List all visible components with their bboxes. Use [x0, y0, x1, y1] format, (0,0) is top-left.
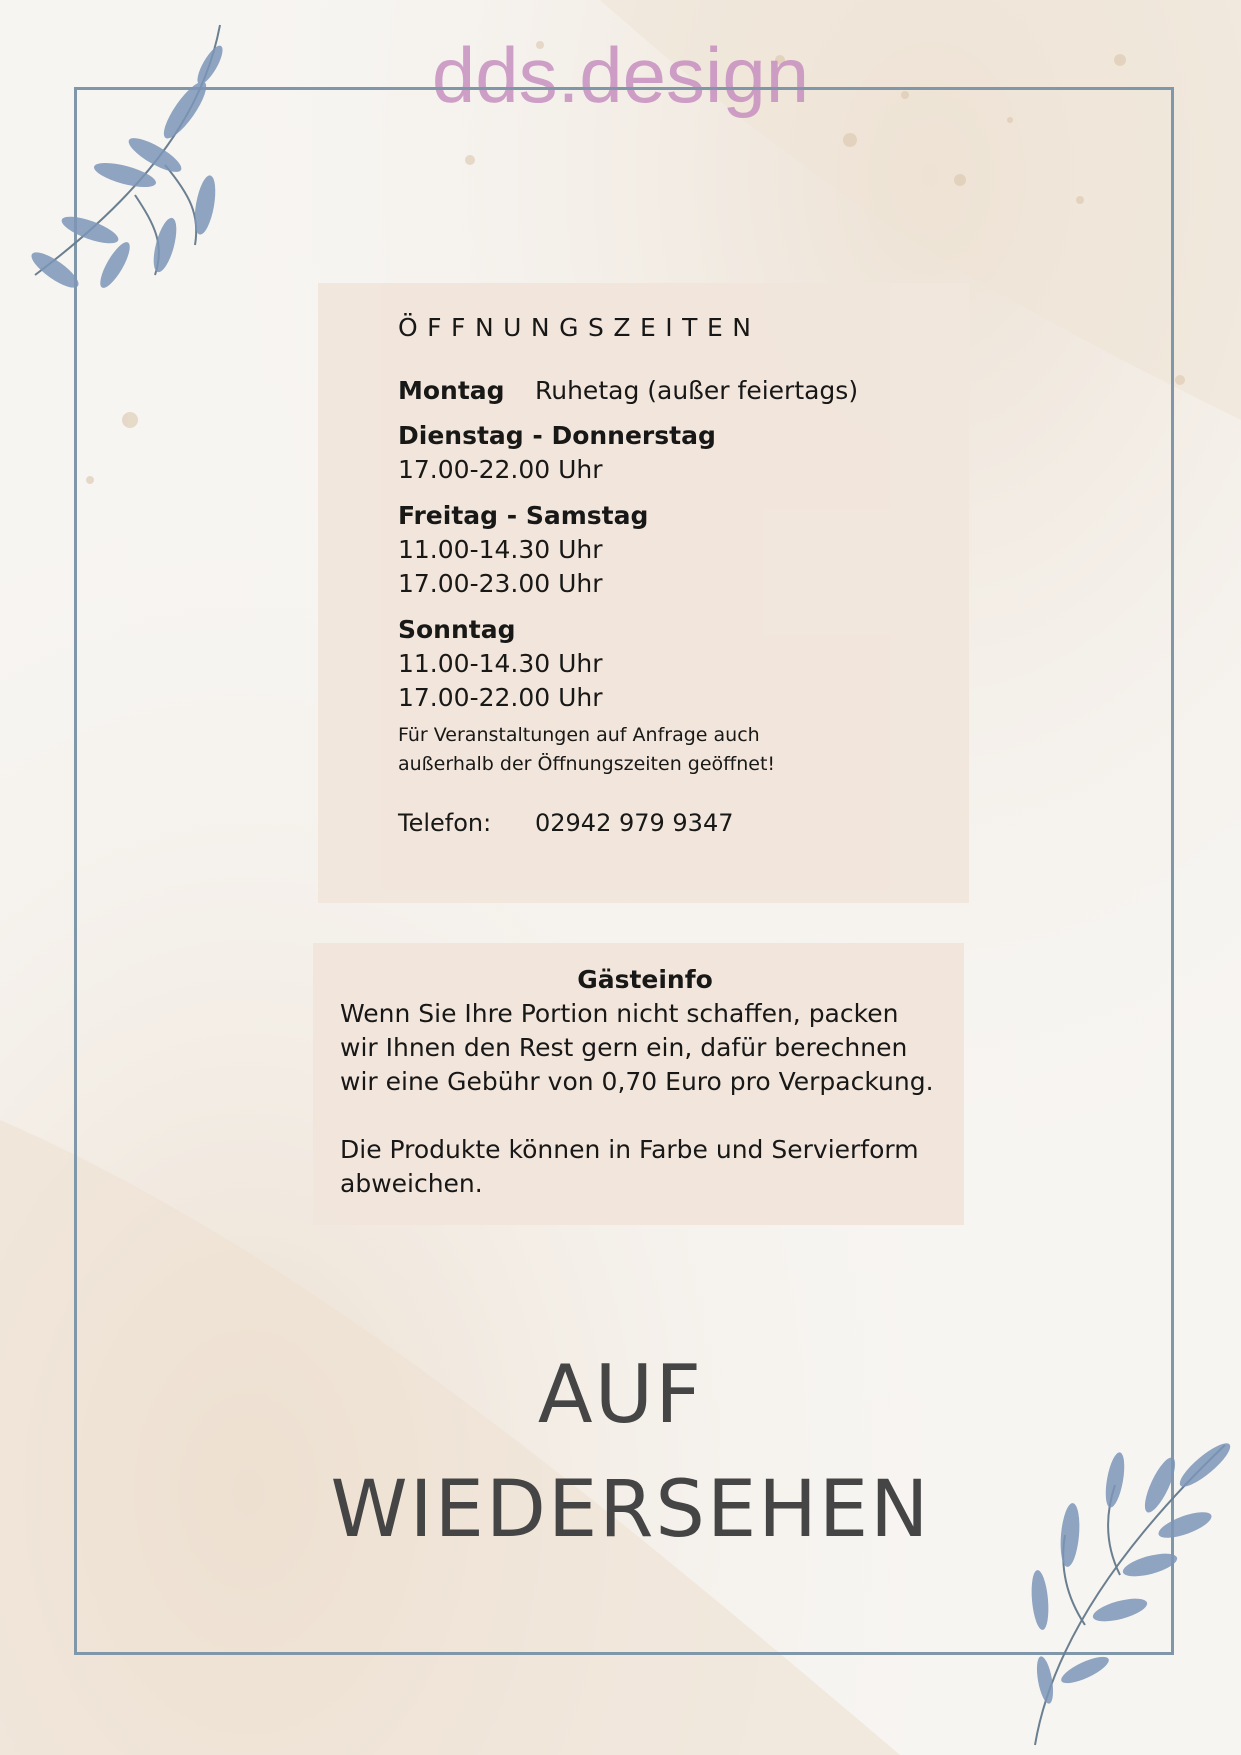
events-note: [398, 721, 938, 779]
events-note-line: außerhalb der Öffnungszeiten geöffnet!: [398, 753, 776, 775]
events-note-line: Für Veranstaltungen auf Anfrage auch: [398, 724, 760, 746]
time-slot: 17.00-22.00 Uhr: [398, 455, 603, 484]
phone-row: [398, 809, 938, 837]
guest-info-title: Gästeinfo: [577, 965, 713, 994]
guest-info-line: wir Ihnen den Rest gern ein, dafür berechnen: [340, 1033, 908, 1062]
guest-info-line: Wenn Sie Ihre Portion nicht schaffen, packen: [340, 999, 899, 1028]
day-label: Dienstag - Donnerstag: [398, 421, 716, 450]
hours-group: [398, 499, 938, 601]
day-label: Freitag - Samstag: [398, 501, 649, 530]
guest-info-panel: [313, 943, 964, 1225]
opening-hours-heading: ÖFFNUNGSZEITEN: [398, 313, 761, 342]
hours-group: [398, 613, 938, 715]
phone-number: 02942 979 9347: [535, 809, 734, 837]
farewell-line-2: WIEDERSEHEN: [330, 1465, 931, 1555]
time-slot: 17.00-23.00 Uhr: [398, 569, 603, 598]
time-slot: 17.00-22.00 Uhr: [398, 683, 603, 712]
monday-hours: Ruhetag (außer feiertags): [535, 376, 859, 405]
leaf-branch-top-left-icon: [15, 15, 235, 315]
guest-info-line: Die Produkte können in Farbe und Servierform: [340, 1135, 919, 1164]
monday-row: [398, 374, 938, 408]
day-label: Sonntag: [398, 615, 516, 644]
monday-label: Montag: [398, 376, 505, 405]
watermark-logo: dds.design: [431, 31, 810, 119]
time-slot: 11.00-14.30 Uhr: [398, 649, 603, 678]
opening-hours-panel: [318, 283, 969, 903]
phone-label: Telefon:: [398, 809, 492, 837]
guest-info-line: abweichen.: [340, 1169, 483, 1198]
guest-info-line: wir eine Gebühr von 0,70 Euro pro Verpackung.: [340, 1067, 934, 1096]
farewell-line-1: AUF: [537, 1348, 704, 1441]
time-slot: 11.00-14.30 Uhr: [398, 535, 603, 564]
hours-group: [398, 419, 938, 487]
